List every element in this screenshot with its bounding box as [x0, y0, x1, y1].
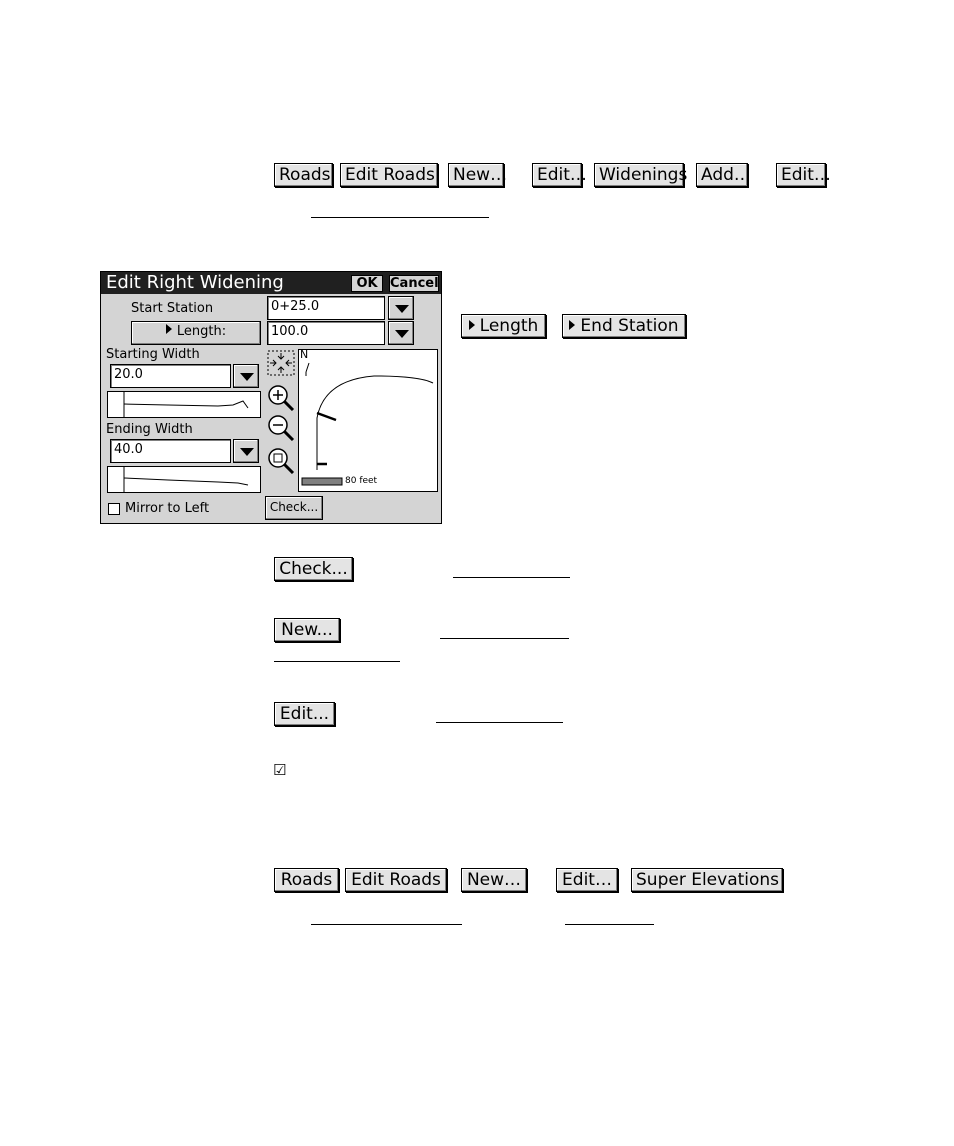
- roads-button-2[interactable]: Roads: [274, 868, 339, 892]
- starting-width-label: Starting Width: [106, 347, 200, 362]
- underline-link: [311, 217, 489, 218]
- edit-widening-body-button[interactable]: Edit...: [274, 702, 335, 726]
- scale-label: 80 feet: [345, 476, 378, 486]
- check-button-dialog[interactable]: Check...: [265, 496, 323, 520]
- dialog-title: Edit Right Widening: [106, 272, 284, 293]
- mirror-to-left-checkbox[interactable]: [108, 503, 120, 515]
- ending-width-dropdown[interactable]: [233, 439, 259, 463]
- ok-button[interactable]: OK: [351, 275, 383, 292]
- ending-width-profile-graphic: [108, 467, 260, 492]
- underline-link: [565, 924, 654, 925]
- underline-link: [453, 577, 570, 578]
- check-button[interactable]: Check...: [274, 557, 353, 581]
- end-station-option-label: End Station: [580, 316, 679, 336]
- plan-view-graphic: [299, 350, 437, 491]
- length-field[interactable]: 100.0: [267, 321, 385, 345]
- mirror-to-left-label: Mirror to Left: [125, 501, 210, 516]
- plan-view[interactable]: [298, 349, 438, 492]
- end-station-option-button[interactable]: [562, 314, 686, 338]
- triangle-right-icon: [569, 320, 575, 330]
- zoom-extents-icon[interactable]: [266, 349, 296, 377]
- zoom-out-icon[interactable]: [266, 413, 296, 441]
- ending-width-field[interactable]: 40.0: [110, 439, 231, 463]
- checkbox-checked-icon: ☑: [273, 761, 287, 779]
- edit-roads-button-2[interactable]: Edit Roads: [345, 868, 447, 892]
- edit-button[interactable]: Edit…: [532, 163, 582, 187]
- zoom-in-icon[interactable]: [266, 383, 296, 411]
- starting-width-dropdown[interactable]: [233, 364, 259, 388]
- edit-right-widening-dialog: [100, 271, 442, 524]
- length-toggle-label: Length:: [176, 324, 227, 339]
- north-label: N: [300, 348, 309, 361]
- dialog-title-bar: [101, 272, 441, 294]
- start-station-dropdown[interactable]: [388, 296, 414, 320]
- length-dropdown[interactable]: [388, 321, 414, 345]
- triangle-right-icon: [469, 320, 475, 330]
- starting-width-field[interactable]: 20.0: [110, 364, 231, 388]
- ending-width-label: Ending Width: [106, 422, 193, 437]
- new-button[interactable]: New…: [448, 163, 504, 187]
- starting-width-profile-preview: [107, 391, 261, 418]
- edit-widening-button[interactable]: Edit…: [776, 163, 826, 187]
- super-elevations-button[interactable]: Super Elevations: [631, 868, 783, 892]
- underline-link: [440, 638, 569, 639]
- length-toggle-button[interactable]: [131, 321, 261, 345]
- widenings-button[interactable]: Widenings: [594, 163, 684, 187]
- north-arrow-icon: [306, 363, 309, 376]
- length-option-label: Length: [479, 316, 539, 336]
- add-button[interactable]: Add…: [696, 163, 748, 187]
- starting-width-profile-graphic: [108, 392, 260, 417]
- new-button-2[interactable]: New…: [461, 868, 527, 892]
- start-station-label: Start Station: [131, 301, 214, 316]
- underline-link: [274, 661, 400, 662]
- edit-roads-button[interactable]: Edit Roads: [340, 163, 438, 187]
- edit-button-2[interactable]: Edit…: [556, 868, 618, 892]
- new-widening-button[interactable]: New...: [274, 618, 340, 642]
- cancel-button[interactable]: Cancel: [390, 276, 439, 291]
- underline-link: [436, 722, 563, 723]
- zoom-window-icon[interactable]: [266, 446, 296, 474]
- length-option-button[interactable]: [461, 314, 546, 338]
- ending-width-profile-preview: [107, 466, 261, 493]
- triangle-right-icon: [166, 324, 172, 334]
- underline-link: [311, 924, 462, 925]
- roads-button[interactable]: Roads: [274, 163, 333, 187]
- start-station-field[interactable]: 0+25.0: [267, 296, 385, 320]
